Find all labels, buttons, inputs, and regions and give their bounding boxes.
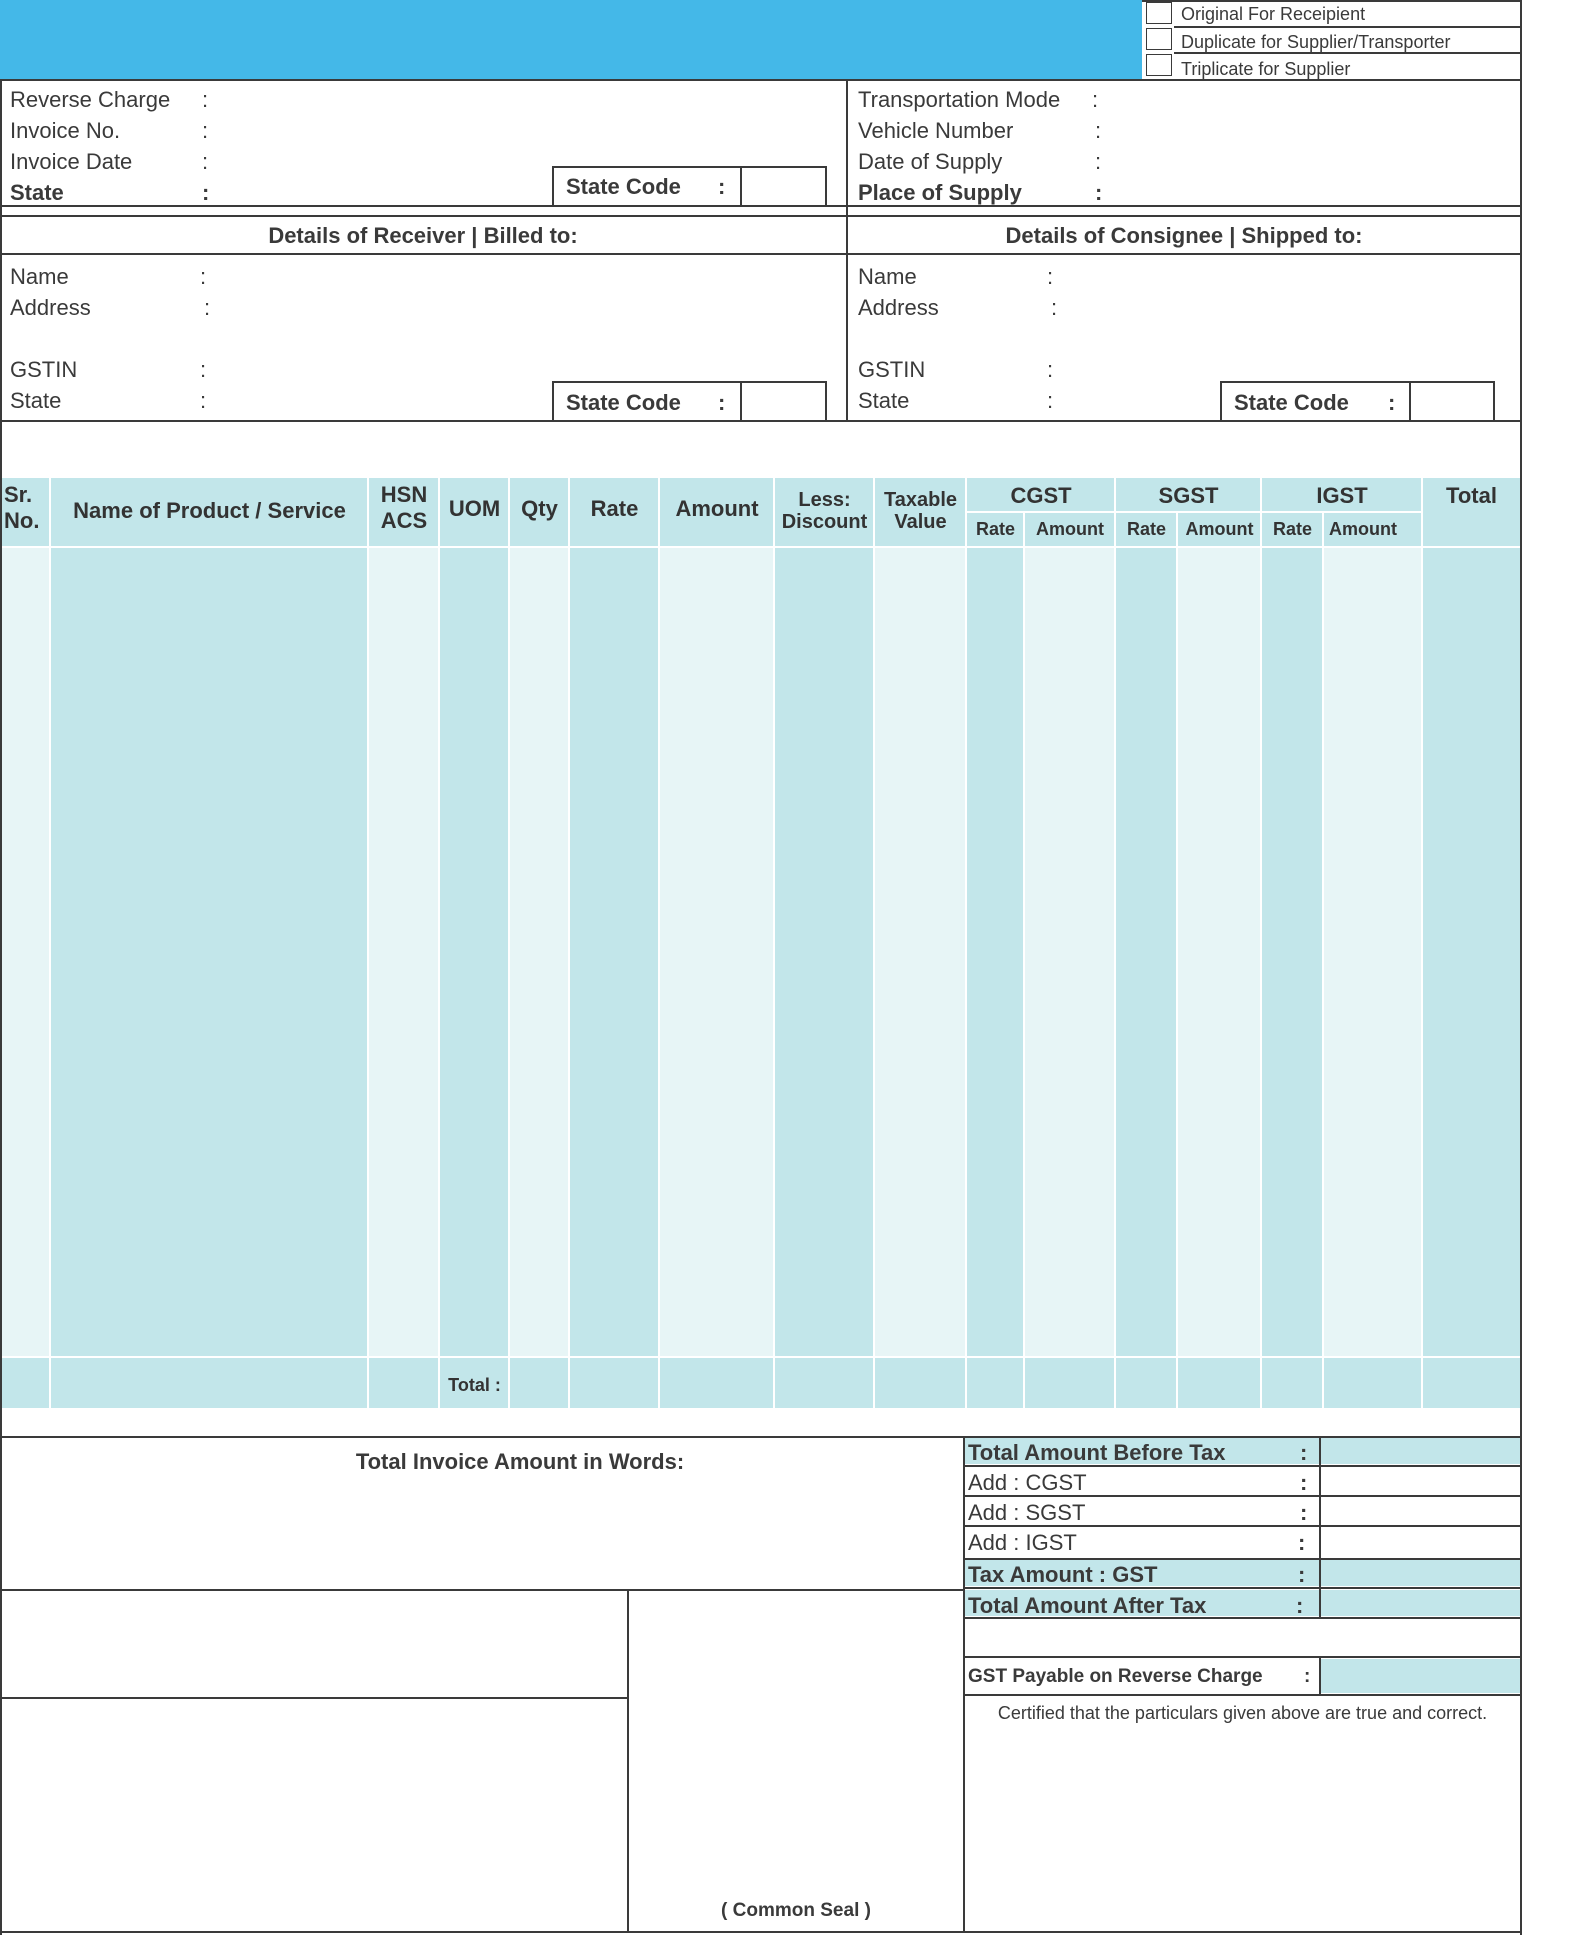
tax-gst-value[interactable] [1322, 1561, 1519, 1586]
consignee-state-code-label: State Code [1234, 390, 1349, 415]
state-code-field[interactable] [743, 168, 825, 205]
before-tax-label: Total Amount Before Tax [968, 1440, 1226, 1465]
col-uom: UOM [448, 496, 501, 521]
consignee-address-label: Address [858, 295, 939, 320]
receiver-gstin-label: GSTIN [10, 357, 78, 382]
col-rate: Rate [590, 496, 639, 521]
add-sgst-label: Add : SGST [968, 1500, 1086, 1525]
tax-gst-label: Tax Amount : GST [968, 1562, 1158, 1587]
col-total: Total [1446, 483, 1497, 508]
state-code-label: State Code [566, 174, 681, 199]
place-of-supply-label: Place of Supply [858, 180, 1022, 205]
receiver-state-label: State [10, 388, 62, 413]
triplicate-label: Triplicate for Supplier [1181, 59, 1351, 79]
add-cgst-value[interactable] [1322, 1468, 1519, 1494]
consignee-state-label: State [858, 388, 910, 413]
col-cgst-amount: Amount [1036, 519, 1104, 539]
col-cgst: CGST [1010, 483, 1072, 508]
col-igst-rate: Rate [1272, 519, 1312, 539]
reverse-charge-label: Reverse Charge [10, 87, 171, 112]
col-sgst-rate: Rate [1126, 519, 1166, 539]
col-taxable-value: Taxable Value [884, 489, 957, 533]
after-tax-label: Total Amount After Tax [968, 1593, 1207, 1618]
terms-area[interactable] [5, 1702, 623, 1927]
reverse-charge-gst-label: GST Payable on Reverse Charge [968, 1666, 1263, 1687]
consignee-gstin-label: GSTIN [858, 357, 926, 382]
invoice-no-label: Invoice No. [10, 118, 121, 143]
date-of-supply-label: Date of Supply [858, 149, 1003, 174]
consignee-heading: Details of Consignee | Shipped to: [1005, 223, 1363, 248]
col-sgst: SGST [1158, 483, 1219, 508]
signature-area[interactable] [970, 1730, 1515, 1925]
col-qty: Qty [521, 496, 558, 521]
col-cgst-rate: Rate [975, 519, 1015, 539]
add-cgst-label: Add : CGST [968, 1470, 1087, 1495]
receiver-name-label: Name [10, 264, 69, 289]
add-sgst-value[interactable] [1322, 1498, 1519, 1524]
vehicle-number-label: Vehicle Number [858, 118, 1014, 143]
receiver-address-label: Address [10, 295, 91, 320]
consignee-state-code-field[interactable] [1412, 383, 1494, 420]
header-banner [0, 0, 1142, 80]
col-sgst-amount: Amount [1185, 519, 1254, 539]
col-hsn: HSN ACS [380, 482, 428, 533]
after-tax-value[interactable] [1322, 1591, 1519, 1616]
add-igst-value[interactable] [1322, 1528, 1519, 1557]
certification-text: Certified that the particulars given above are true and correct. [997, 1703, 1488, 1723]
amount-in-words-field[interactable] [10, 1482, 950, 1582]
state-label: State [10, 180, 64, 205]
original-label: Original For Receipient [1181, 4, 1366, 24]
receiver-state-code-field[interactable] [743, 383, 825, 420]
invoice-date-label: Invoice Date [10, 149, 133, 174]
col-product: Name of Product / Service [73, 498, 346, 523]
transportation-mode-label: Transportation Mode [858, 87, 1061, 112]
amount-in-words-label: Total Invoice Amount in Words: [355, 1449, 685, 1474]
bank-details-area[interactable] [5, 1595, 623, 1693]
col-igst-amount: Amount [1329, 519, 1397, 539]
col-igst: IGST [1316, 483, 1368, 508]
col-discount: Less: Discount [781, 489, 868, 533]
before-tax-value[interactable] [1322, 1438, 1519, 1464]
col-sr-no: Sr. No. [4, 482, 40, 533]
duplicate-checkbox[interactable] [1146, 28, 1172, 50]
seal-area[interactable] [632, 1595, 958, 1895]
reverse-charge-gst-value[interactable] [1322, 1659, 1519, 1693]
common-seal-label: ( Common Seal ) [721, 1900, 871, 1921]
original-checkbox[interactable] [1146, 2, 1172, 24]
receiver-state-code-label: State Code [566, 390, 681, 415]
triplicate-checkbox[interactable] [1146, 54, 1172, 76]
items-body[interactable] [2, 548, 1520, 1356]
duplicate-label: Duplicate for Supplier/Transporter [1181, 32, 1451, 52]
add-igst-label: Add : IGST [968, 1530, 1077, 1555]
receiver-heading: Details of Receiver | Billed to: [268, 223, 578, 248]
col-amount: Amount [675, 496, 759, 521]
consignee-name-label: Name [858, 264, 917, 289]
total-row-label: Total : [448, 1375, 501, 1395]
